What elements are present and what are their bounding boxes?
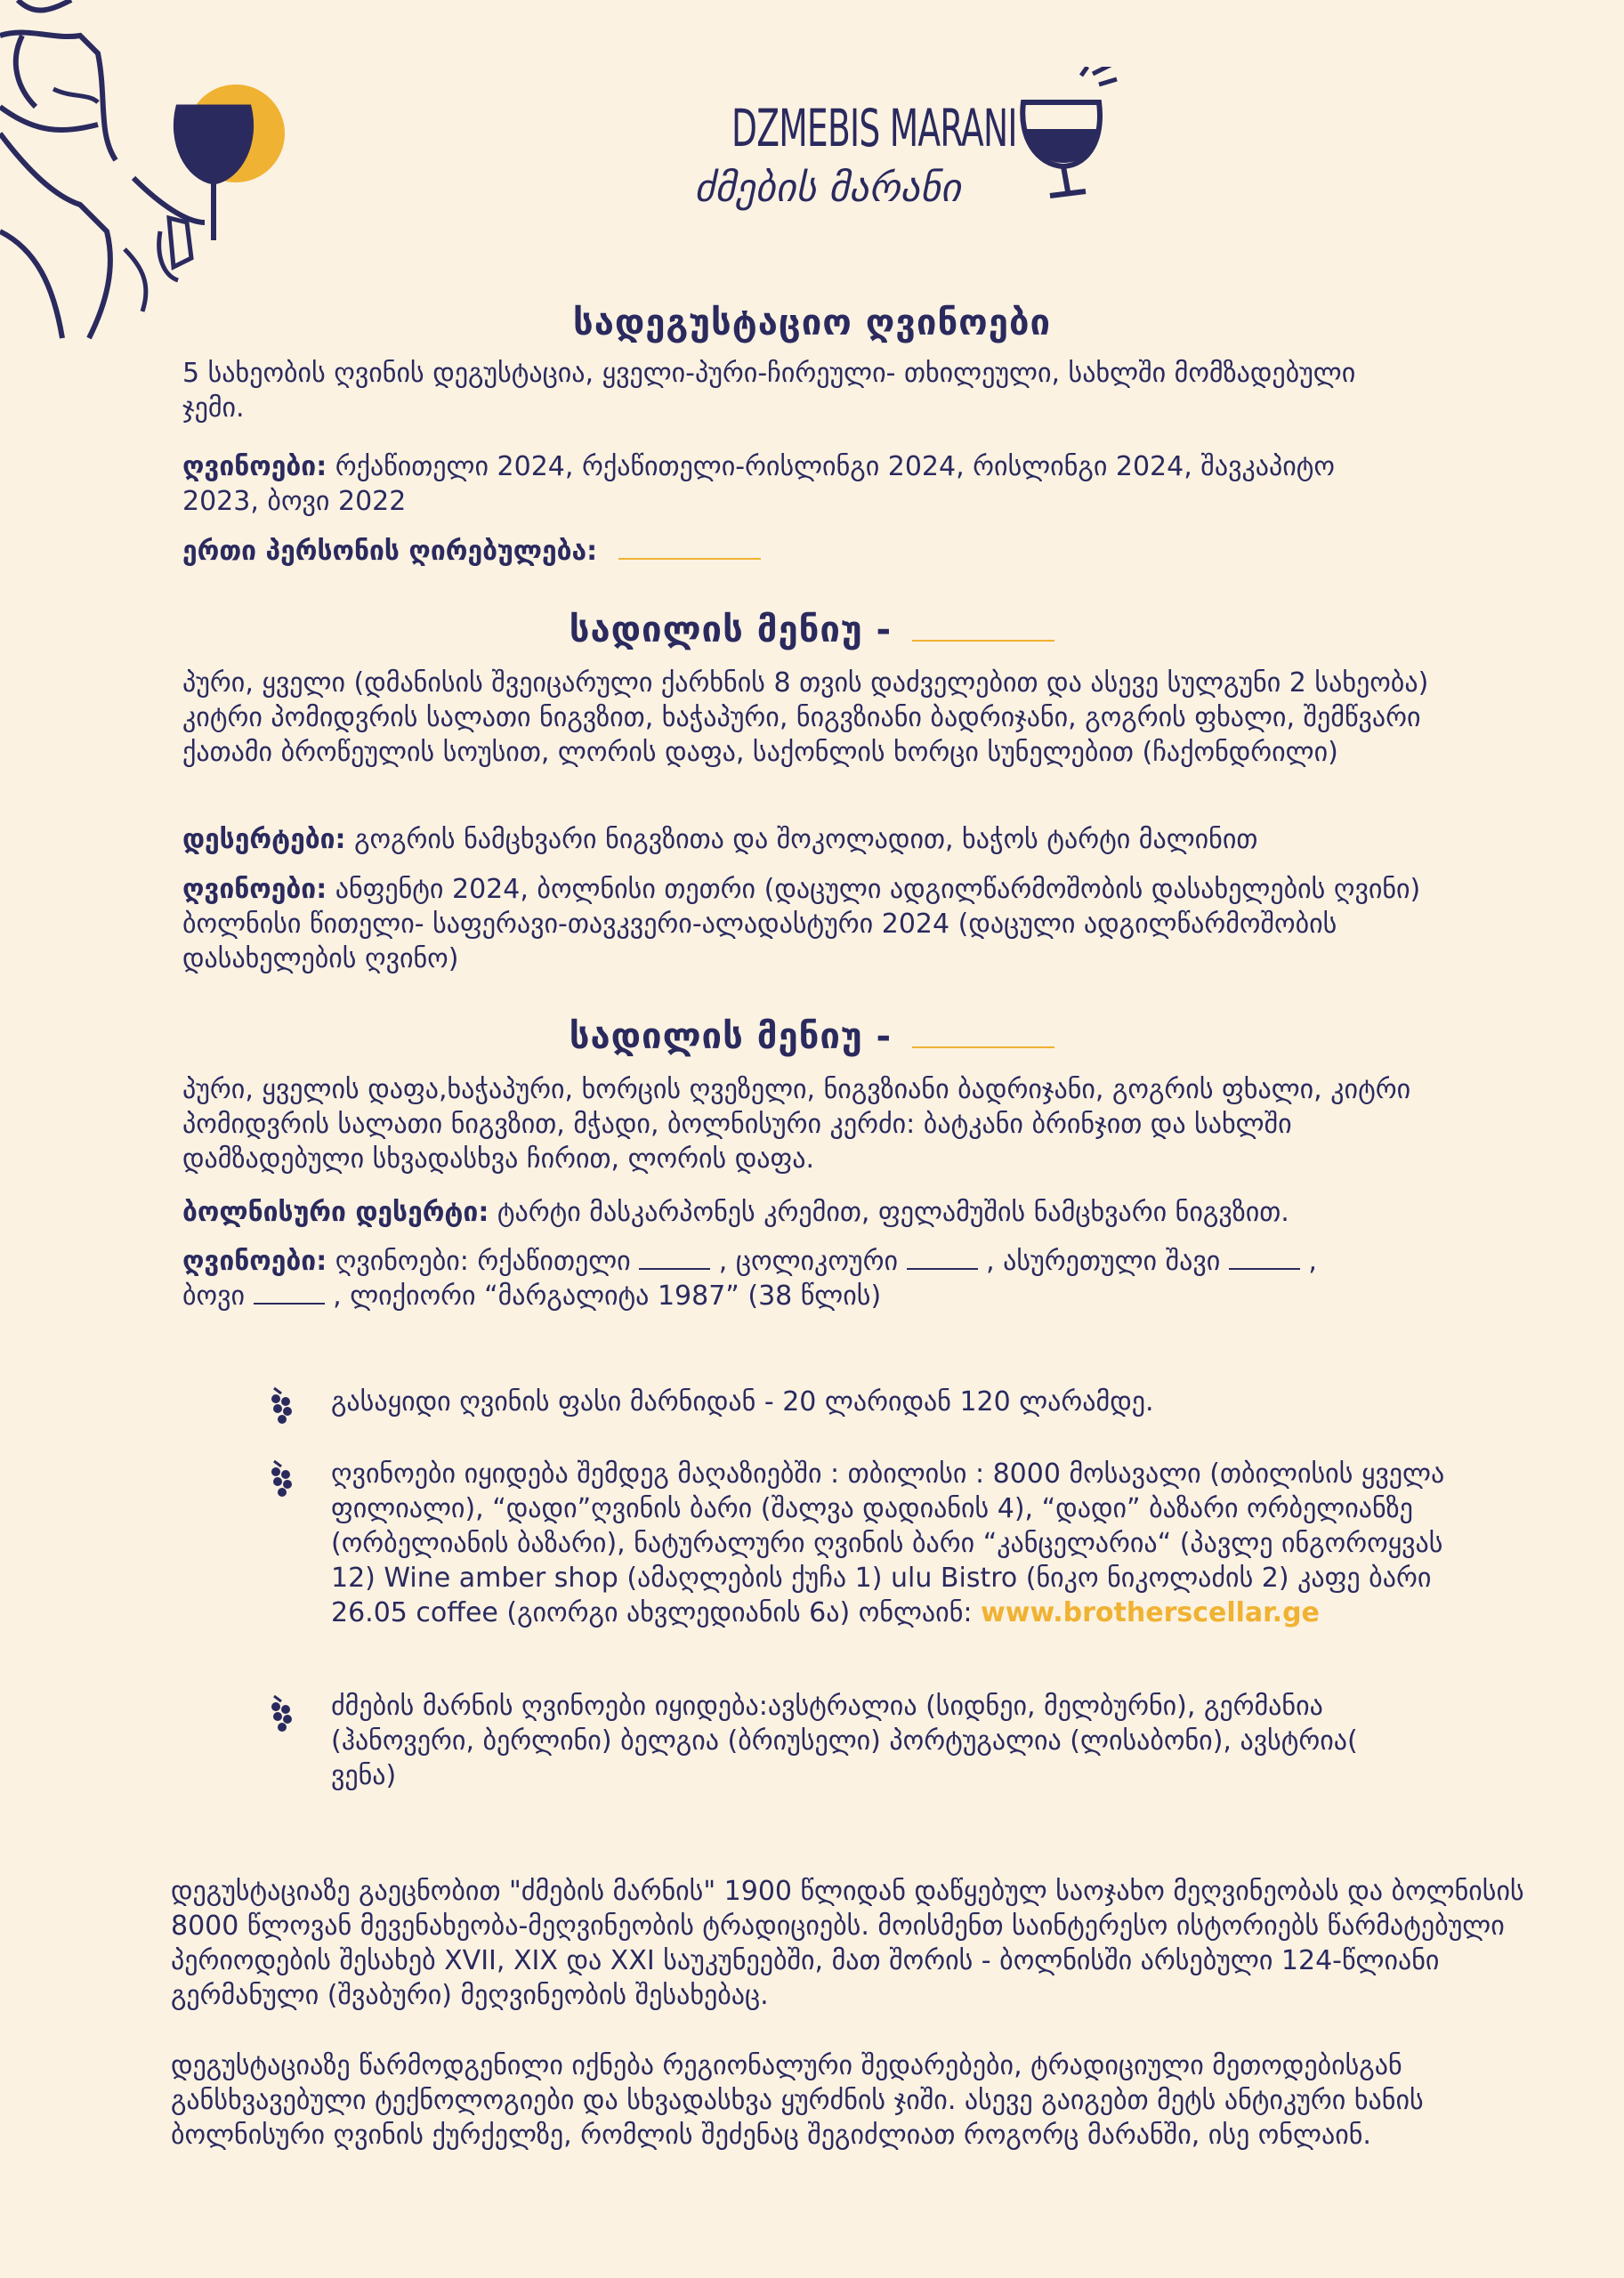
shops-text: ღვინოები იყიდება შემდეგ მაღაზიებში : თბილისი : 8000 მოსავალი (თბილისის ყველა ფილიალი), “დადი”ღვინის ბარი (შალვა დადიანის 4), “დადი” ბაზარი ორბელიანზე (ორბელიანის ბაზარი), ნატურალური ღვინის ბარი “კანცელარია“ (პავლე ინგოროყვას 12) Wine amber shop (ამაღლების ქუჩა 1) ulu Bistro (ნიკო ნიკოლაძის 2) კაფე ბარი 26.05 coffee (გიორგი ახვლედიანის 6ა) ონლაინ: <box>331 1458 1445 1628</box>
menu1-desserts-text: გოგრის ნამცხვარი ნიგვზითა და შოკოლადით, ხაჭოს ტარტი მალინით <box>354 824 1258 855</box>
footer-paragraph-2: დეგუსტაციაზე წარმოდგენილი იქნება რეგიონალური შედარებები, ტრადიციული მეთოდებისგან განსხვავებული ტექნოლოგიები და სხვადასხვა ყურძნის ჯიში. ასევე გაიგებთ მეტს ანტიკური ხანის ბოლნისური ღვინის ქურქელზე, რომლის შეძენაც შეგიძლიათ როგორც მარანში, ისე ონლაინ. <box>171 2050 1424 2151</box>
tasting-wines-label: ღვინოები: <box>182 451 327 482</box>
wine-blank-4 <box>254 1303 325 1305</box>
wine-liqueur: , ლიქიორი “მარგალიტა 1987” (38 წლის) <box>333 1280 882 1312</box>
tasting-description: 5 სახეობის ღვინის დეგუსტაცია, ყველი-პური-ჩირეული- თხილეული, სახლში მომზადებული ჯემი. <box>182 358 1356 424</box>
tasting-wines-text: რქაწითელი 2024, რქაწითელი-რისლინგი 2024, რისლინგი 2024, შავკაპიტო 2023, ბოვი 2022 <box>182 451 1335 517</box>
menu1-wines-label: ღვინოები: <box>182 874 327 905</box>
wine-blank-3 <box>1229 1268 1300 1270</box>
bullet-item-shops <box>331 1457 1452 1630</box>
menu2-dessert <box>182 1195 1482 1230</box>
wine-rkatsiteli: ღვინოები: რქაწითელი <box>335 1246 631 1277</box>
menu2-dessert-label: ბოლნისური დესერტი: <box>182 1197 489 1228</box>
tasting-price <box>182 534 761 569</box>
menu2-title: სადილის მენიუ - <box>569 1016 893 1057</box>
menu2-description: პური, ყველის დაფა,ხაჭაპური, ხორცის ღვეზელი, ნიგვზიანი ბადრიჯანი, გოგრის ფხალი, კიტრი პომიდვრის სალათი ნიგვზით, მჭადი, ბოლნისური კერძი: ბატკანი ბრინჯით და სახლში დამზადებული სხვადასხვა ჩირით, ლორის დაფა. <box>182 1074 1411 1175</box>
menu1-title: სადილის მენიუ - <box>569 610 893 650</box>
menu1-description: პური, ყველი (დმანისის შვეიცარული ქარხნის 8 თვის დაძველებით და ასევე სულგუნი 2 სახეობა) კიტრი პომიდვრის სალათი ნიგვზით, ხაჭაპური, ნიგვზიანი ბადრიჯანი, გოგრის ფხალი, შემწვარი ქათამი ბროწეულის სოუსით, ლორის დაფა, საქონლის ხორცი სუნელებით (ჩაქონდრილი) <box>182 667 1429 768</box>
footer-paragraph-1: დეგუსტაციაზე გაეცნობით "ძმების მარნის" 1900 წლიდან დაწყებულ საოჯახო მეღვინეობას და ბოლნისის 8000 წლოვან მევენახეობა-მეღვინეობის ტრადიციებს. მოისმენთ საინტერესო ისტორიებს წარმატებული პერიოდების შესახებ XVII, XIX და XXI საუკუნეებში, მათ შორის - ბოლნისში არსებული 124-წლიანი გერმანული (შვაბური) მეღვინეობის შესახებაც. <box>171 1876 1524 2011</box>
grape-icon <box>267 1459 297 1498</box>
tasting-wines <box>182 449 1393 519</box>
menu1-title-row <box>0 610 1624 650</box>
menu2-wines <box>182 1244 1464 1313</box>
wine-blank-2 <box>907 1268 978 1270</box>
grape-icon <box>267 1386 297 1426</box>
bullet-item-export: ძმების მარნის ღვინოები იყიდება:ავსტრალია (სიდნეი, მელბურნი), გერმანია (ჰანოვერი, ბერლინი) ბელგია (ბრიუსელი) პორტუგალია (ლისაბონი), ავსტრია( ვენა) <box>331 1691 1358 1791</box>
wine-tsolikouri: , ცოლიკოური <box>718 1246 899 1277</box>
menu2-wines-label: ღვინოები: <box>182 1246 327 1277</box>
menu1-desserts-label: დესერტები: <box>182 824 346 855</box>
wine-glass-icon <box>1014 67 1121 200</box>
wine-blank-1 <box>639 1268 710 1270</box>
menu1-wines <box>182 872 1464 976</box>
grape-icon <box>267 1694 297 1733</box>
menu2-dessert-text: ტარტი მასკარპონეს კრემით, ფელამუშის ნამცხვარი ნიგვზით. <box>497 1197 1289 1228</box>
wine-bovi: ბოვი <box>182 1280 246 1312</box>
tasting-price-label: ერთი პერსონის ღირებულება: <box>182 536 598 567</box>
logo-georgian: ძმების მარანი <box>694 166 961 211</box>
brotherscellar-link[interactable]: www.brotherscellar.ge <box>981 1597 1320 1628</box>
wine-comma: , <box>1308 1246 1317 1277</box>
price-blank <box>618 558 761 560</box>
tasting-title: სადეგუსტაციო ღვინოები <box>572 303 1052 343</box>
logo-latin: DZMEBIS MARANI <box>731 98 1017 158</box>
bullet-item-price: გასაყიდი ღვინის ფასი მარნიდან - 20 ლარიდან 120 ლარამდე. <box>331 1386 1154 1418</box>
menu1-price-blank <box>912 640 1054 642</box>
wine-asureti: , ასურეთული შავი <box>986 1246 1221 1277</box>
menu2-title-row <box>0 1016 1624 1057</box>
menu2-price-blank <box>912 1046 1054 1048</box>
menu1-desserts <box>182 822 1464 857</box>
menu1-wines-text: ანფენტი 2024, ბოლნისი თეთრი (დაცული ადგილწარმოშობის დასახელების ღვინი) ბოლნისი წითელი- საფერავი-თავკვერი-ალადასტური 2024 (დაცული ადგილწარმოშობის დასახელების ღვინო) <box>182 874 1421 974</box>
